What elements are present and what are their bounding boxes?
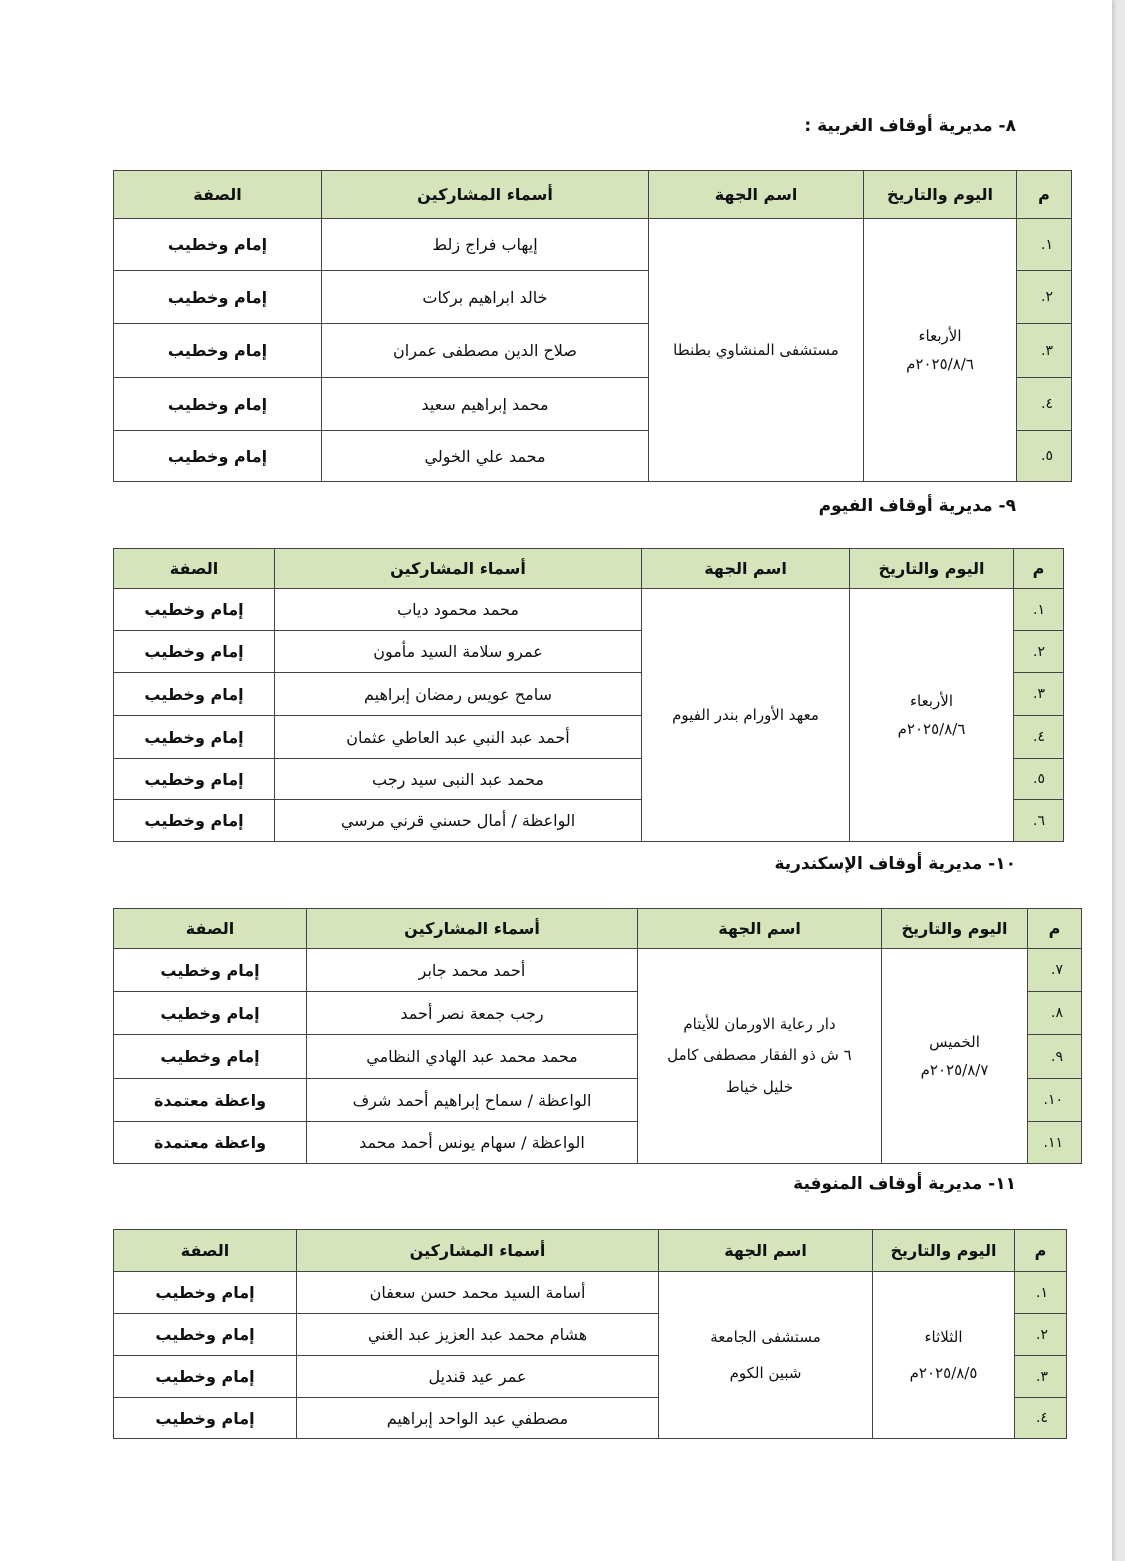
row-number: ٣.	[1017, 324, 1072, 378]
header-place: اسم الجهة	[659, 1230, 873, 1272]
header-date: اليوم والتاريخ	[873, 1230, 1015, 1272]
participant-role: إمام وخطيب	[114, 992, 307, 1035]
row-number: ٣.	[1014, 673, 1064, 716]
date-cell	[882, 949, 1028, 1164]
place-cell	[638, 949, 882, 1164]
header-date: اليوم والتاريخ	[850, 549, 1014, 589]
row-number: ١.	[1014, 589, 1064, 631]
row-number: ٥.	[1014, 759, 1064, 800]
participant-role: إمام وخطيب	[114, 631, 275, 673]
date-cell	[864, 219, 1017, 482]
participant-name: رجب جمعة نصر أحمد	[307, 992, 638, 1035]
header-num: م	[1028, 909, 1082, 949]
header-num: م	[1015, 1230, 1067, 1272]
header-date: اليوم والتاريخ	[882, 909, 1028, 949]
date-cell	[873, 1272, 1015, 1439]
header-names: أسماء المشاركين	[275, 549, 642, 589]
row-number: ٢.	[1014, 631, 1064, 673]
place-cell	[642, 589, 850, 842]
row-number: ٤.	[1015, 1398, 1067, 1439]
place-line: خليل خياط	[725, 1077, 794, 1096]
participant-role: إمام وخطيب	[114, 800, 275, 842]
participant-name: محمد إبراهيم سعيد	[322, 378, 649, 431]
row-number: ٩.	[1028, 1035, 1082, 1079]
participant-role: إمام وخطيب	[114, 716, 275, 759]
row-number: ١٠.	[1028, 1079, 1082, 1122]
header-num: م	[1017, 171, 1072, 219]
participant-role: إمام وخطيب	[114, 759, 275, 800]
place-line: دار رعاية الاورمان للأيتام	[683, 1014, 836, 1033]
participant-role: إمام وخطيب	[114, 324, 322, 378]
participant-name: الواعظة / سماح إبراهيم أحمد شرف	[307, 1079, 638, 1122]
header-role: الصفة	[114, 171, 322, 219]
header-names: أسماء المشاركين	[297, 1230, 659, 1272]
row-number: ٨.	[1028, 992, 1082, 1035]
day: الأربعاء	[909, 691, 953, 710]
date-cell	[850, 589, 1014, 842]
participant-name: محمد علي الخولي	[322, 431, 649, 482]
participant-name: مصطفي عبد الواحد إبراهيم	[297, 1398, 659, 1439]
section-title-gharbia: ٨- مديرية أوقاف الغربية :	[804, 116, 1016, 136]
place-cell	[659, 1272, 873, 1439]
header-num: م	[1014, 549, 1064, 589]
day: الأربعاء	[918, 326, 962, 345]
participant-role: واعظة معتمدة	[114, 1122, 307, 1164]
row-number: ١١.	[1028, 1122, 1082, 1164]
header-names: أسماء المشاركين	[307, 909, 638, 949]
participant-name: سامح عويس رمضان إبراهيم	[275, 673, 642, 716]
place-line: مستشفى الجامعة	[710, 1328, 821, 1346]
participant-role: إمام وخطيب	[114, 673, 275, 716]
place-cell	[649, 219, 864, 482]
header-role: الصفة	[114, 909, 307, 949]
section-title-alexandria: ١٠- مديرية أوقاف الإسكندرية	[774, 854, 1016, 874]
table-alexandria	[113, 908, 1082, 1164]
participant-name: هشام محمد عبد العزيز عبد الغني	[297, 1314, 659, 1356]
table-gharbia	[113, 170, 1072, 482]
participant-role: إمام وخطيب	[114, 589, 275, 631]
row-number: ٣.	[1015, 1356, 1067, 1398]
participant-name: أسامة السيد محمد حسن سعفان	[297, 1272, 659, 1314]
row-number: ٢.	[1017, 271, 1072, 324]
participant-role: إمام وخطيب	[114, 949, 307, 992]
participant-role: إمام وخطيب	[114, 378, 322, 431]
participant-name: أحمد عبد النبي عبد العاطي عثمان	[275, 716, 642, 759]
row-number: ١.	[1015, 1272, 1067, 1314]
participant-name: عمر عيد قنديل	[297, 1356, 659, 1398]
participant-name: محمد عبد النبى سيد رجب	[275, 759, 642, 800]
table-menoufia	[113, 1229, 1067, 1439]
participant-role: إمام وخطيب	[114, 1356, 297, 1398]
header-date: اليوم والتاريخ	[864, 171, 1017, 219]
row-number: ٤.	[1014, 716, 1064, 759]
header-place: اسم الجهة	[649, 171, 864, 219]
header-names: أسماء المشاركين	[322, 171, 649, 219]
participant-name: إيهاب فراج زلط	[322, 219, 649, 271]
participant-name: محمد محمود دياب	[275, 589, 642, 631]
participant-role: إمام وخطيب	[114, 431, 322, 482]
participant-role: إمام وخطيب	[114, 1314, 297, 1356]
row-number: ٢.	[1015, 1314, 1067, 1356]
day: الثلاثاء	[924, 1328, 963, 1346]
date: ٢٠٢٥/٨/٧م	[920, 1061, 989, 1079]
row-number: ٦.	[1014, 800, 1064, 842]
section-title-menoufia: ١١- مديرية أوقاف المنوفية	[793, 1174, 1016, 1194]
header-role: الصفة	[114, 1230, 297, 1272]
header-role: الصفة	[114, 549, 275, 589]
participant-role: إمام وخطيب	[114, 1272, 297, 1314]
participant-role: إمام وخطيب	[114, 219, 322, 271]
header-place: اسم الجهة	[642, 549, 850, 589]
place-line: ٦ ش ذو الفقار مصطفى كامل	[667, 1046, 852, 1065]
header-place: اسم الجهة	[638, 909, 882, 949]
day: الخميس	[929, 1032, 980, 1051]
place-line: معهد الأورام بندر الفيوم	[672, 705, 819, 724]
participant-role: إمام وخطيب	[114, 271, 322, 324]
table-fayoum	[113, 548, 1064, 842]
date: ٢٠٢٥/٨/٥م	[909, 1364, 978, 1382]
row-number: ٤.	[1017, 378, 1072, 431]
participant-role: إمام وخطيب	[114, 1398, 297, 1439]
participant-role: إمام وخطيب	[114, 1035, 307, 1079]
participant-name: عمرو سلامة السيد مأمون	[275, 631, 642, 673]
row-number: ١.	[1017, 219, 1072, 271]
participant-name: خالد ابراهيم بركات	[322, 271, 649, 324]
place-line: مستشفى المنشاوي بطنطا	[673, 340, 839, 359]
participant-name: محمد محمد عبد الهادي النظامي	[307, 1035, 638, 1079]
place-line: شبين الكوم	[729, 1364, 802, 1382]
participant-name: الواعظة / أمال حسني قرني مرسي	[275, 800, 642, 842]
section-title-fayoum: ٩- مديرية أوقاف الفيوم	[818, 496, 1016, 516]
date: ٢٠٢٥/٨/٦م	[906, 355, 974, 373]
participant-name: أحمد محمد جابر	[307, 949, 638, 992]
participant-role: واعظة معتمدة	[114, 1079, 307, 1122]
row-number: ٥.	[1017, 431, 1072, 482]
date: ٢٠٢٥/٨/٦م	[897, 720, 966, 738]
participant-name: صلاح الدين مصطفى عمران	[322, 324, 649, 378]
row-number: ٧.	[1028, 949, 1082, 992]
participant-name: الواعظة / سهام يونس أحمد محمد	[307, 1122, 638, 1164]
